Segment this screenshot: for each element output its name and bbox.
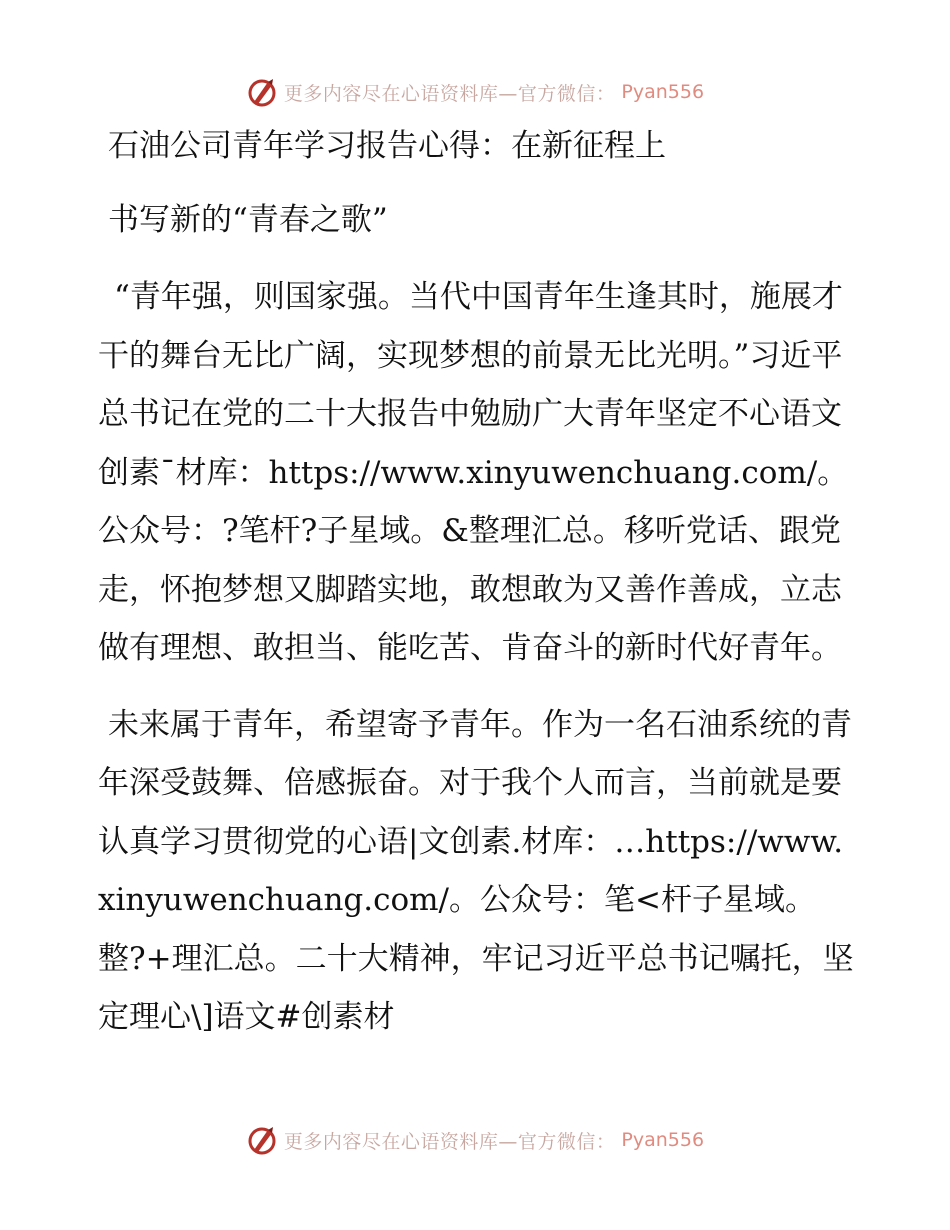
quill-logo-icon xyxy=(246,76,278,108)
header-banner xyxy=(0,72,950,112)
paragraph-1 xyxy=(98,268,858,678)
header-banner-wechat: Pyan556 xyxy=(621,81,705,103)
paragraph-2-text: 未来属于青年，希望寄予青年。作为一名石油系统的青年深受鼓舞、倍感振奋。对于我个人而言，当前就是要认真学习贯彻党的心语|文创素.材库：…https://www.xinyuwenchuang.com/。公众号：笔<杆子星域。整?+理汇总。二十大精神，牢记习近平总书记嘱托，坚定理心\]语文#创素材 xyxy=(98,706,854,1035)
document-body xyxy=(98,120,858,1047)
document-title-line-2: 书写新的“青春之歌” xyxy=(108,202,388,238)
footer-banner-text: 更多内容尽在心语资料库—官方微信： xyxy=(283,1130,616,1153)
header-banner-text: 更多内容尽在心语资料库—官方微信： xyxy=(283,82,616,105)
paragraph-1-text: “青年强，则国家强。当代中国青年生逢其时，施展才干的舞台无比广阔，实现梦想的前景无比光明。”习近平总书记在党的二十大报告中勉励广大青年坚定不心语文创素¯材库：https://www.xinyuwenchuang.com/。公众号：?笔杆?子星域。&整理汇总。移听党话、跟党走，怀抱梦想又脚踏实地，敢想敢为又善作善成，立志做有理想、敢担当、能吃苦、肯奋斗的新时代好青年。 xyxy=(98,279,849,666)
quill-logo-icon xyxy=(246,1124,278,1156)
footer-banner xyxy=(0,1120,950,1160)
document-title-line-1: 石油公司青年学习报告心得：在新征程上 xyxy=(108,128,666,164)
footer-banner-wechat: Pyan556 xyxy=(621,1129,705,1151)
paragraph-2 xyxy=(98,696,858,1047)
